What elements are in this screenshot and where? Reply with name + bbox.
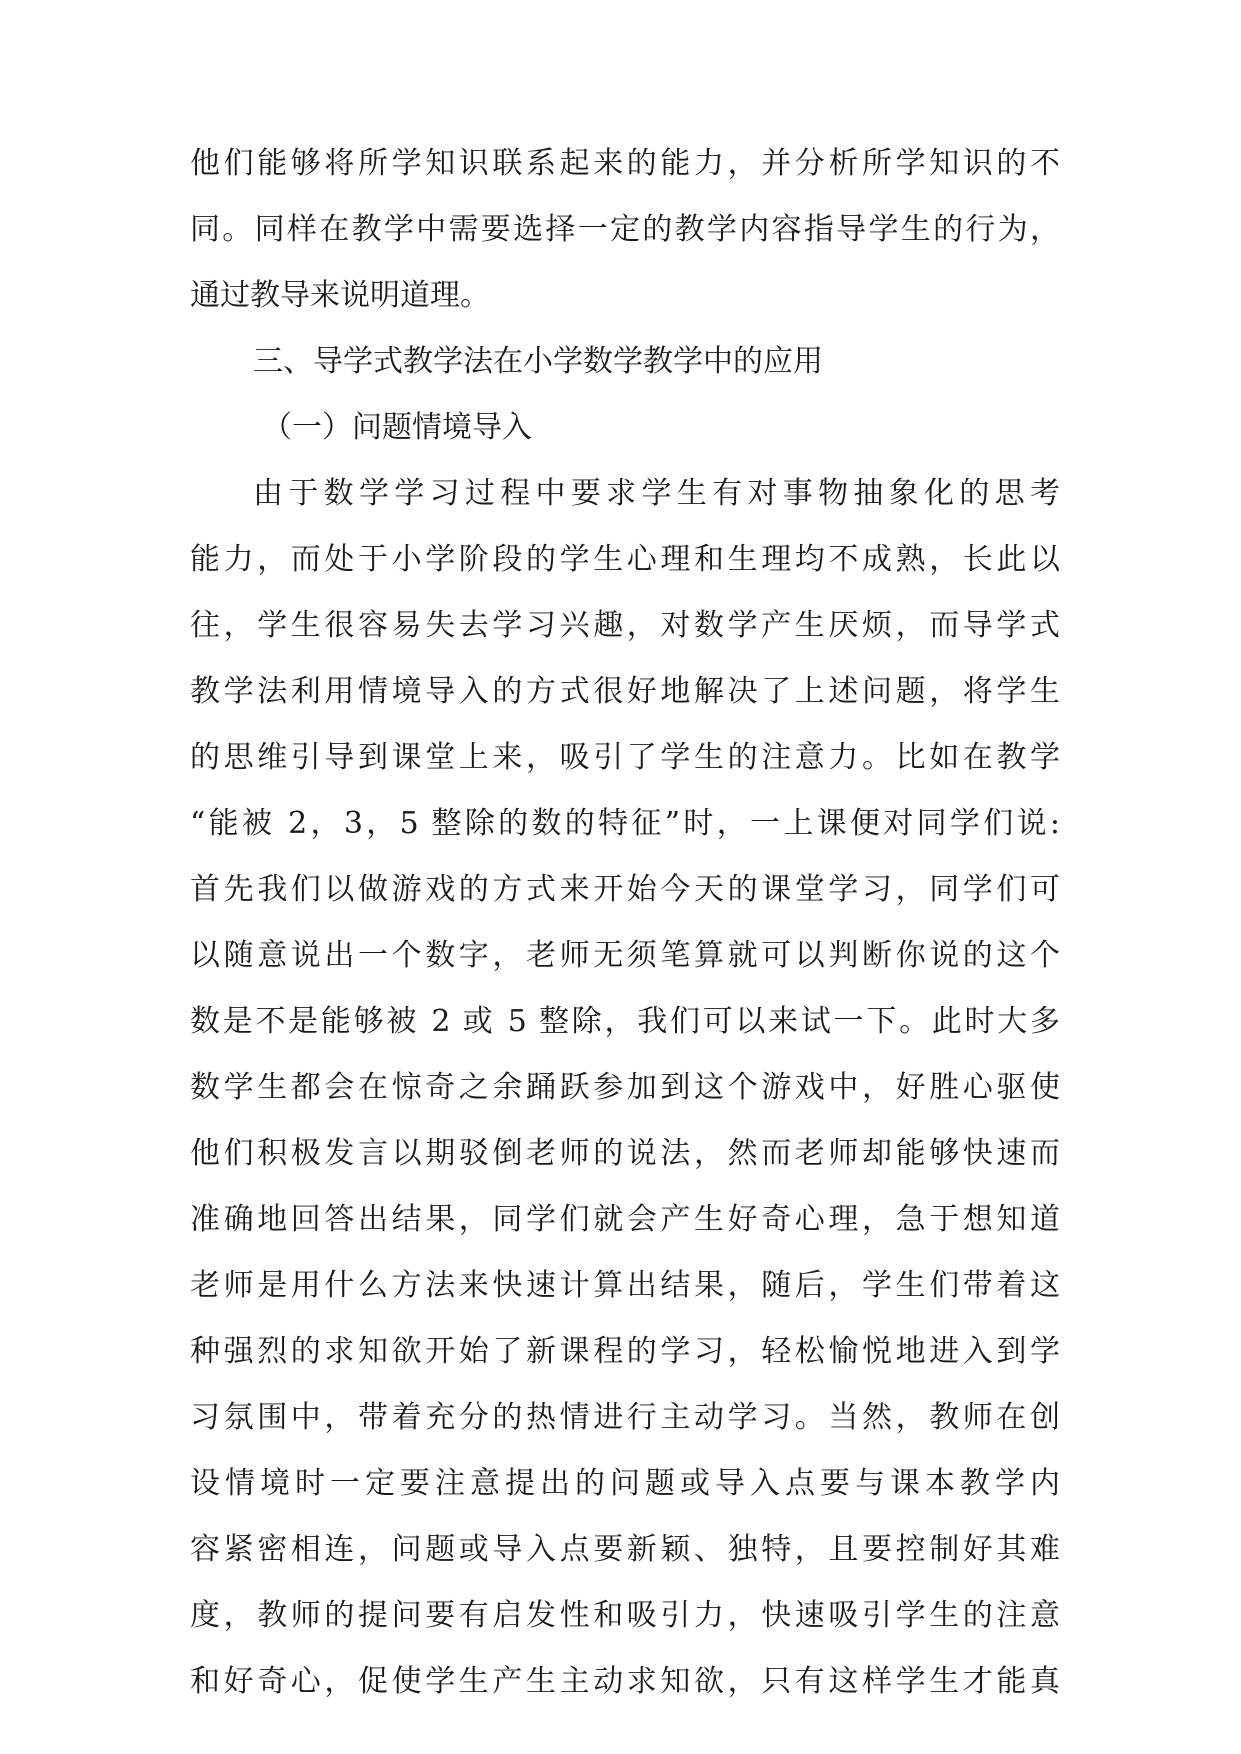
text-line: “能被 2，3，5 整除的数的特征”时，一上课便对同学们说:: [190, 806, 1060, 841]
section-heading: 三、导学式教学法在小学数学教学中的应用: [253, 344, 823, 379]
text-line: 由于数学学习过程中要求学生有对事物抽象化的思考: [253, 476, 1060, 511]
text-line: 能力，而处于小学阶段的学生心理和生理均不成熟，长此以: [190, 542, 1060, 577]
text-line: 首先我们以做游戏的方式来开始今天的课堂学习，同学们可: [190, 872, 1060, 907]
text-line: 准确地回答出结果，同学们就会产生好奇心理，急于想知道: [190, 1202, 1060, 1237]
text-line: 老师是用什么方法来快速计算出结果，随后，学生们带着这: [190, 1268, 1060, 1303]
text-line: 设情境时一定要注意提出的问题或导入点要与课本教学内: [190, 1466, 1060, 1501]
text-line: 容紧密相连，问题或导入点要新颖、独特，且要控制好其难: [190, 1532, 1060, 1567]
text-line: 数学生都会在惊奇之余踊跃参加到这个游戏中，好胜心驱使: [190, 1070, 1060, 1105]
text-line: 他们能够将所学知识联系起来的能力，并分析所学知识的不: [190, 146, 1060, 181]
text-line: 和好奇心，促使学生产生主动求知欲，只有这样学生才能真: [190, 1664, 1060, 1699]
text-line: 通过教导来说明道理。: [190, 278, 490, 313]
text-line: 同。同样在教学中需要选择一定的教学内容指导学生的行为，: [190, 212, 1060, 247]
text-line: 往，学生很容易失去学习兴趣，对数学产生厌烦，而导学式: [190, 608, 1060, 643]
text-line: 习氛围中，带着充分的热情进行主动学习。当然，教师在创: [190, 1400, 1060, 1435]
text-line: 数是不是能够被 2 或 5 整除，我们可以来试一下。此时大多: [190, 1004, 1060, 1039]
text-line: 以随意说出一个数字，老师无须笔算就可以判断你说的这个: [190, 938, 1060, 973]
subsection-heading: （一）问题情境导入: [262, 410, 532, 445]
text-line: 教学法利用情境导入的方式很好地解决了上述问题，将学生: [190, 674, 1060, 709]
text-line: 度，教师的提问要有启发性和吸引力，快速吸引学生的注意: [190, 1598, 1060, 1633]
text-line: 他们积极发言以期驳倒老师的说法，然而老师却能够快速而: [190, 1136, 1060, 1171]
text-line: 种强烈的求知欲开始了新课程的学习，轻松愉悦地进入到学: [190, 1334, 1060, 1369]
text-line: 的思维引导到课堂上来，吸引了学生的注意力。比如在教学: [190, 740, 1060, 775]
